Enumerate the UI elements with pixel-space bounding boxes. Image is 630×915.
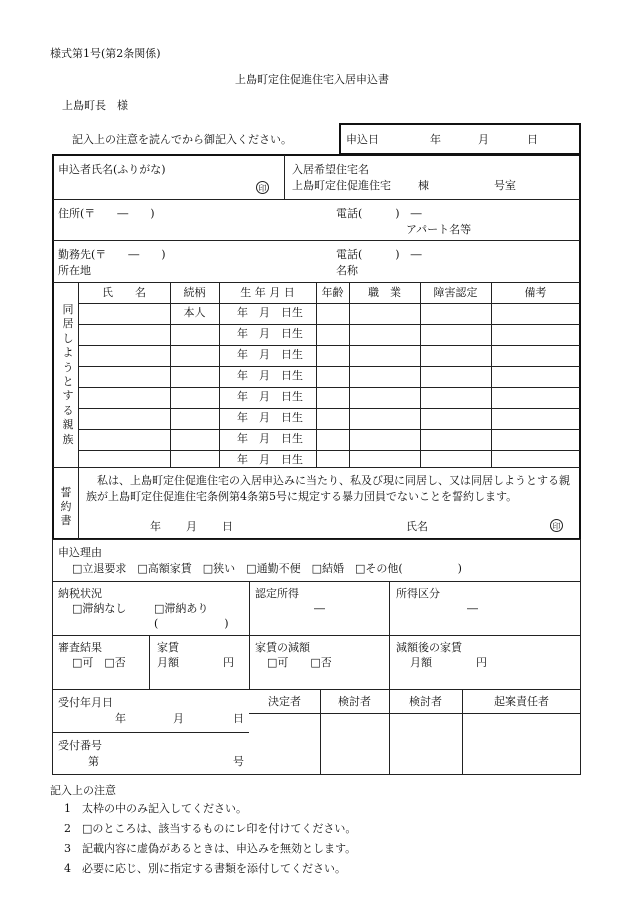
rent-label: 家賃	[157, 641, 179, 654]
family-side-char: と	[62, 374, 74, 388]
family-row-name-field[interactable]	[78, 345, 170, 365]
family-row-birthdate-field[interactable]: 年 月 日生	[237, 390, 303, 403]
reception-number-dai[interactable]: 第	[88, 755, 99, 768]
family-row-birthdate-field[interactable]: 年 月 日生	[237, 306, 303, 319]
workplace-label[interactable]: 勤務先(〒 ― )	[58, 248, 166, 261]
family-row-relation-field[interactable]	[170, 408, 219, 428]
family-side-char: 族	[62, 432, 74, 446]
family-header-relation: 続柄	[183, 286, 206, 299]
desired-housing-label: 入居希望住宅名	[292, 163, 369, 176]
addressee: 上島町長 様	[62, 99, 128, 112]
applicant-name-label: 申込者氏名(ふりがな)	[58, 163, 166, 176]
reason-label: 申込理由	[58, 546, 102, 559]
approval-header-reviewer-1: 検討者	[338, 695, 371, 708]
tax-no-arrears-checkbox[interactable]: □滞納なし	[72, 602, 127, 615]
reception-number-label: 受付番号	[58, 739, 102, 752]
review-result-options[interactable]: □可 □否	[72, 656, 126, 669]
approval-header-drafter: 起案責任者	[494, 695, 549, 708]
note-item-4: 4 必要に応じ、別に指定する書類を添付してください。	[64, 862, 346, 875]
oath-name-label[interactable]: 氏名	[406, 520, 428, 533]
family-header-remarks: 備考	[524, 286, 547, 299]
family-side-char: う	[62, 360, 74, 374]
instruction-text: 記入上の注意を読んでから御記入ください。	[72, 133, 292, 146]
note-item-3: 3 記載内容に虚偽があるときは、申込みを無効とします。	[64, 842, 357, 855]
workplace-location-label: 所在地	[58, 264, 91, 277]
family-row-name-field[interactable]	[78, 450, 170, 470]
family-row-birthdate-field[interactable]: 年 月 日生	[237, 348, 303, 361]
family-header-name: 氏 名	[102, 286, 146, 299]
reception-date-label: 受付年月日	[58, 696, 113, 709]
application-date-year[interactable]: 年	[430, 133, 441, 146]
family-row-relation-field[interactable]	[170, 366, 219, 386]
family-side-char: る	[62, 403, 74, 417]
reception-number-go[interactable]: 号	[233, 755, 244, 768]
family-row-relation-field[interactable]	[170, 345, 219, 365]
family-row-name-field[interactable]	[78, 387, 170, 407]
rent-value[interactable]: 月額 円	[157, 656, 234, 669]
family-row-birthdate-field[interactable]: 年 月 日生	[237, 369, 303, 382]
reduced-rent-label: 減額後の家賃	[396, 641, 462, 654]
family-header-age: 年齢	[321, 286, 344, 299]
apartment-name-label[interactable]: アパート名等	[406, 223, 472, 236]
certified-income-dash: ―	[314, 602, 325, 615]
family-row-relation-field[interactable]	[170, 429, 219, 449]
family-row-relation-field[interactable]	[170, 450, 219, 470]
family-row-relation-self: 本人	[183, 306, 206, 319]
desired-housing-value: 上島町定住促進住宅	[292, 179, 391, 192]
oath-year[interactable]: 年	[150, 520, 161, 533]
family-header-occupation: 職 業	[368, 286, 401, 299]
address-label[interactable]: 住所(〒 ― )	[58, 207, 155, 220]
family-row-name-field[interactable]	[78, 429, 170, 449]
application-date-label: 申込日	[346, 133, 379, 146]
workplace-phone[interactable]: 電話( ) ―	[336, 248, 422, 261]
form-number: 様式第1号(第2条関係)	[50, 47, 161, 60]
building-label[interactable]: 棟	[418, 179, 429, 192]
oath-seal-icon: 印	[550, 519, 563, 532]
oath-month[interactable]: 月	[186, 520, 197, 533]
reception-month[interactable]: 月	[173, 712, 184, 725]
oath-side-char: 書	[60, 514, 72, 527]
reception-year[interactable]: 年	[115, 712, 126, 725]
note-item-2: 2 □のところは、該当するものにレ印を付けてください。	[64, 822, 357, 835]
oath-side-char: 約	[60, 500, 72, 513]
income-class-label: 所得区分	[396, 587, 440, 600]
family-row-birthdate-field[interactable]: 年 月 日生	[237, 432, 303, 445]
income-class-dash: ―	[467, 602, 478, 615]
family-header-birthdate: 生 年 月 日	[240, 286, 295, 299]
room-label[interactable]: 号室	[494, 179, 516, 192]
family-row-relation-field[interactable]	[170, 324, 219, 344]
family-row-relation-field[interactable]	[170, 387, 219, 407]
approval-header-decider: 決定者	[268, 695, 301, 708]
oath-text: 私は、上島町定住促進住宅の入居申込みに当たり、私及び現に同居し、又は同居しようとする親族が上島町定住促進住宅条例第4条第5号に規定する暴力団員でないことを誓約します。	[86, 474, 570, 503]
oath-side-char: 誓	[60, 486, 72, 499]
rent-reduction-label: 家賃の減額	[255, 641, 310, 654]
application-date-month[interactable]: 月	[478, 133, 489, 146]
note-item-1: 1 太枠の中のみ記入してください。	[64, 802, 247, 815]
family-row-name-field[interactable]	[78, 324, 170, 344]
family-row-birthdate-field[interactable]: 年 月 日生	[237, 327, 303, 340]
family-row-name-field[interactable]	[78, 408, 170, 428]
tax-arrears-checkbox[interactable]: □滞納あり	[154, 602, 209, 615]
applicant-seal-icon: 印	[256, 181, 269, 194]
rent-reduction-options[interactable]: □可 □否	[267, 656, 332, 669]
application-date-day[interactable]: 日	[527, 133, 538, 146]
tax-arrears-detail[interactable]: ( )	[154, 617, 229, 630]
family-side-char: し	[62, 331, 74, 345]
family-row-birthdate-field[interactable]: 年 月 日生	[237, 411, 303, 424]
family-side-char: 居	[62, 317, 74, 331]
form-title: 上島町定住促進住宅入居申込書	[235, 73, 389, 86]
notes-title: 記入上の注意	[50, 784, 116, 797]
family-header-disability: 障害認定	[433, 286, 478, 299]
reduced-rent-value[interactable]: 月額 円	[410, 656, 487, 669]
family-side-char: よ	[62, 346, 74, 360]
tax-status-label: 納税状況	[58, 587, 102, 600]
certified-income-label: 認定所得	[255, 587, 299, 600]
family-row-name-field[interactable]	[78, 303, 170, 323]
family-side-char: 同	[62, 303, 74, 316]
approval-header-reviewer-2: 検討者	[409, 695, 442, 708]
family-row-birthdate-field[interactable]: 年 月 日生	[237, 453, 303, 466]
family-row-name-field[interactable]	[78, 366, 170, 386]
reception-day[interactable]: 日	[233, 712, 244, 725]
review-result-label: 審査結果	[58, 641, 102, 654]
address-phone[interactable]: 電話( ) ―	[336, 207, 422, 220]
oath-day[interactable]: 日	[222, 520, 233, 533]
workplace-name-label[interactable]: 名称	[336, 264, 358, 277]
family-side-char: 親	[62, 418, 74, 432]
family-side-char: す	[62, 389, 74, 403]
reason-options[interactable]: □立退要求 □高額家賃 □狭い □通勤不便 □結婚 □その他( )	[72, 562, 462, 575]
